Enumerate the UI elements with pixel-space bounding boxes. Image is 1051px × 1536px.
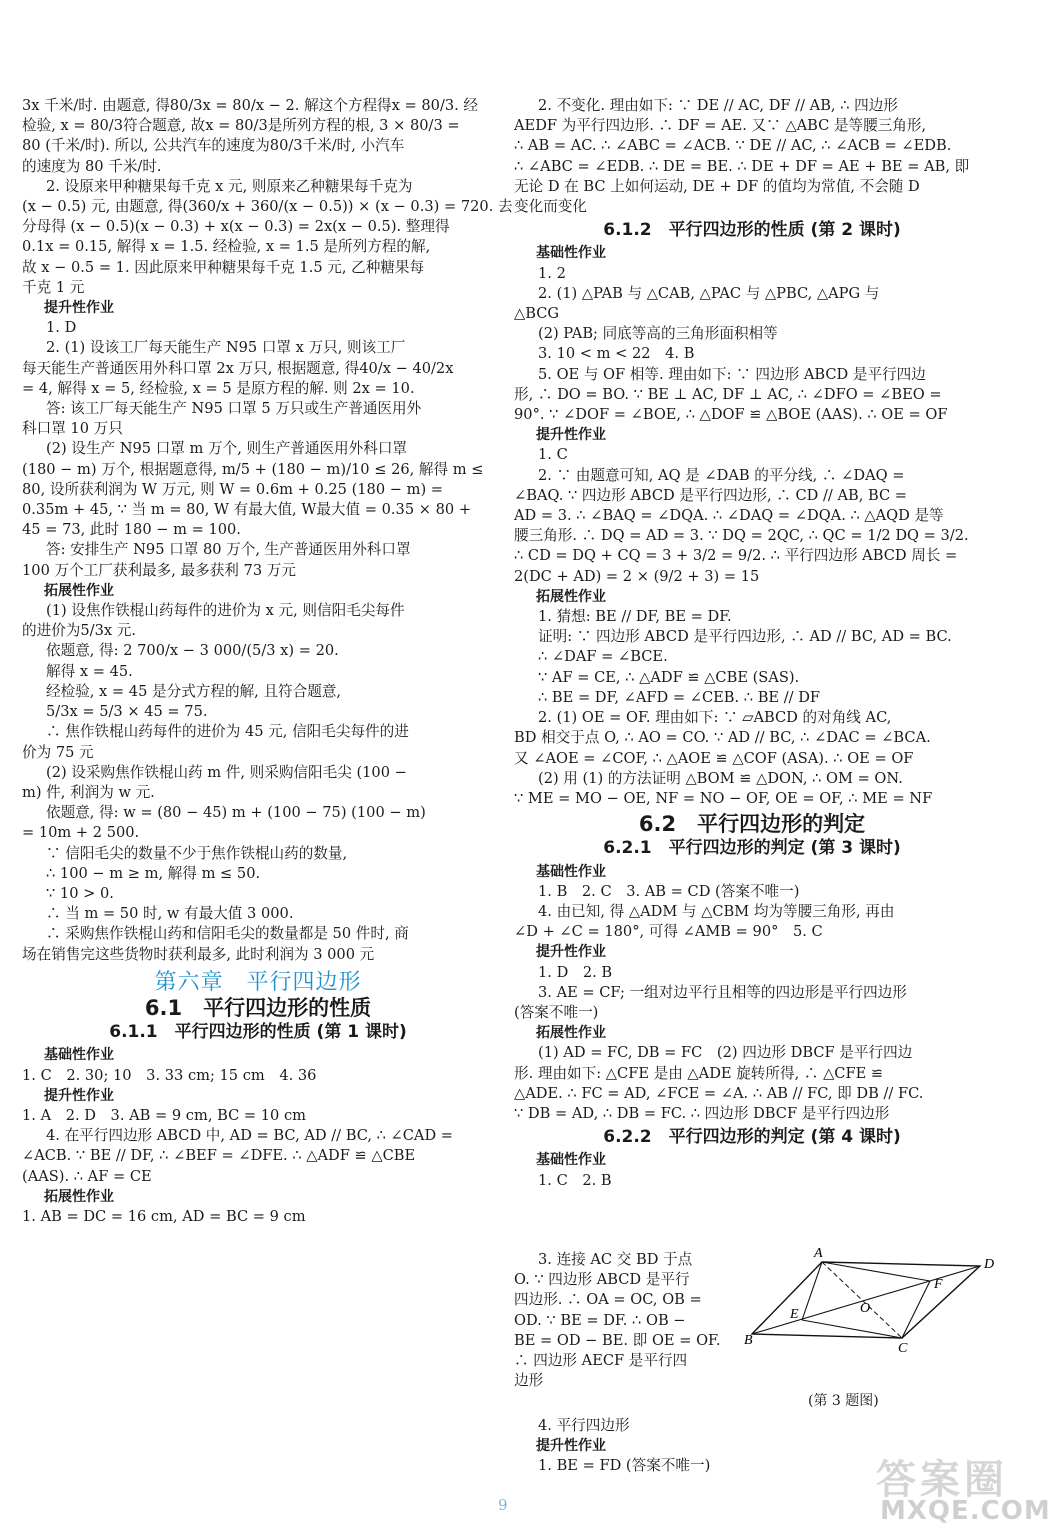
section-label: 拓展性作业 <box>44 1188 114 1205</box>
answer-line: (答案不唯一) <box>514 1003 599 1021</box>
answer-line: ∴ 四边形 AECF 是平行四 <box>514 1352 688 1370</box>
answer-line: 2(DC + AD) = 2 × (9/2 + 3) = 15 <box>514 567 760 585</box>
answer-line: AEDF 为平行四边形. ∴ DF = AE. 又∵ △ABC 是等腰三角形, <box>514 117 927 135</box>
section-label: 提升性作业 <box>44 300 114 317</box>
answer-line: 腰三角形. ∴ DQ = AD = 3. ∵ DQ = 2QC, ∴ QC = 1/2 DQ = 3/2. <box>514 527 969 545</box>
answer-line: (2) 设采购焦作铁棍山药 m 件, 则采购信阳毛尖 (100 − <box>46 763 407 781</box>
right-column <box>514 96 990 1191</box>
section-label: 拓展性作业 <box>44 582 114 599</box>
answer-line: 四边形. ∴ OA = OC, OB = <box>514 1291 702 1309</box>
label-o: O <box>860 1301 871 1316</box>
section-label: 提升性作业 <box>536 944 606 961</box>
answer-line: 边形 <box>514 1372 544 1390</box>
answer-line: 3. 10 < m < 22 4. B <box>538 345 695 363</box>
answer-line: 2. (1) OE = OF. 理由如下: ∵ ▱ABCD 的对角线 AC, <box>538 709 892 727</box>
answer-line: 1. D 2. B <box>538 963 613 981</box>
answer-line: 5. OE 与 OF 相等. 理由如下: ∵ 四边形 ABCD 是平行四边 <box>538 365 926 383</box>
section-heading: 6.1.2 平行四边形的性质 (第 2 课时) <box>603 220 901 241</box>
answer-line: (1) 设焦作铁棍山药每件的进价为 x 元, 则信阳毛尖每件 <box>46 602 405 620</box>
answer-line: 答: 安排生产 N95 口罩 80 万个, 生产普通医用外科口罩 <box>46 541 411 559</box>
section-heading: 6.2.1 平行四边形的判定 (第 3 课时) <box>603 838 901 859</box>
answer-line: ∵ ME = MO − OE, NF = NO − OF, OE = OF, ∴ ME = NF <box>514 789 933 807</box>
answer-line: 解得 x = 45. <box>46 662 133 680</box>
section-label: 提升性作业 <box>536 1438 606 1455</box>
answer-line: (2) PAB; 同底等高的三角形面积相等 <box>538 325 778 343</box>
answer-line: AD = 3. ∴ ∠BAQ = ∠DQA. ∴ ∠DAQ = ∠DQA. ∴ △AQD 是等 <box>514 507 944 525</box>
page-number: 9 <box>498 1496 508 1514</box>
answer-line: = 4, 解得 x = 5, 经检验, x = 5 是原方程的解. 则 2x = 10. <box>22 379 415 397</box>
answer-line: O. ∵ 四边形 ABCD 是平行 <box>514 1271 690 1289</box>
section-label: 拓展性作业 <box>536 588 606 605</box>
answer-line: 千克 1 元 <box>22 278 85 296</box>
answer-line: 80 (千米/时). 所以, 公共汽车的速度为80/3千米/时, 小汽车 <box>22 137 405 155</box>
answer-line: 1. 2 <box>538 264 566 282</box>
answer-line: 2. ∵ 由题意可知, AQ 是 ∠DAB 的平分线, ∴ ∠DAQ = <box>538 466 905 484</box>
answer-line: ∴ 焦作铁棍山药每件的进价为 45 元, 信阳毛尖每件的进 <box>46 723 409 741</box>
answer-line: 的进价为5/3x 元. <box>22 622 136 640</box>
section-label: 提升性作业 <box>536 427 606 444</box>
section-heading: 6.1 平行四边形的性质 <box>144 995 372 1020</box>
answer-line: 1. C 2. B <box>538 1171 612 1189</box>
answer-line: 80, 设所获利润为 W 万元, 则 W = 0.6m + 0.25 (180 − m) = <box>22 480 444 498</box>
answer-line: 100 万个工厂获利最多, 最多获利 73 万元 <box>22 561 296 579</box>
section-label: 基础性作业 <box>536 245 606 262</box>
answer-line: 5/3x = 5/3 × 45 = 75. <box>46 703 208 721</box>
answer-line: 2. 设原来甲种糖果每千克 x 元, 则原来乙种糖果每千克为 <box>46 177 413 195</box>
answer-line: ∴ 采购焦作铁棍山药和信阳毛尖的数量都是 50 件时, 商 <box>46 925 409 943</box>
answer-line: ∴ AB = AC. ∴ ∠ABC = ∠ACB. ∵ DE // AC, ∴ ∠ACB = ∠EDB. <box>514 137 952 155</box>
answer-line: ∠BAQ. ∵ 四边形 ABCD 是平行四边形, ∴ CD // AB, BC = <box>514 486 908 504</box>
answer-line: 每天能生产普通医用外科口罩 2x 万只, 根据题意, 得40/x − 40/2x <box>22 359 454 377</box>
watermark-site: MXQE.COM <box>880 1496 1051 1526</box>
answer-line: 1. 猜想: BE // DF, BE = DF. <box>538 608 732 626</box>
answer-line: 45 = 73, 此时 180 − m = 100. <box>22 521 241 539</box>
answer-line: 证明: ∵ 四边形 ABCD 是平行四边形, ∴ AD // BC, AD = BC. <box>538 628 952 646</box>
section-heading: 6.1.1 平行四边形的性质 (第 1 课时) <box>109 1022 407 1043</box>
answer-line: 检验, x = 80/3符合题意, 故x = 80/3是所列方程的根, 3 × 80/3 = <box>22 117 460 135</box>
section-label: 基础性作业 <box>536 863 606 880</box>
answer-line: 1. A 2. D 3. AB = 9 cm, BC = 10 cm <box>22 1106 306 1124</box>
answer-line: ∵ 10 > 0. <box>46 884 114 902</box>
answer-line: 1. AB = DC = 16 cm, AD = BC = 9 cm <box>22 1207 306 1225</box>
answer-line: 价为 75 元 <box>22 743 94 761</box>
answer-line: 形. 理由如下: △CFE 是由 △ADE 旋转所得, ∴ △CFE ≌ <box>514 1064 884 1082</box>
answer-line: ∴ ∠DAF = ∠BCE. <box>538 648 668 666</box>
answer-line: 场在销售完这些货物时获利最多, 此时利润为 3 000 元 <box>22 945 375 963</box>
label-a: A <box>814 1246 823 1261</box>
answer-line: OD. ∵ BE = DF. ∴ OB − <box>514 1311 686 1329</box>
answer-line: (2) 用 (1) 的方法证明 △BOM ≌ △DON, ∴ OM = ON. <box>538 769 903 787</box>
answer-line: 经检验, x = 45 是分式方程的解, 且符合题意, <box>46 682 342 700</box>
answer-line: 2. (1) 设该工厂每天能生产 N95 口罩 x 万只, 则该工厂 <box>46 339 406 357</box>
answer-line: BE = OD − BE. 即 OE = OF. <box>514 1331 721 1349</box>
answer-line: 4. 在平行四边形 ABCD 中, AD = BC, AD // BC, ∴ ∠CAD = <box>46 1127 454 1145</box>
answer-line: ∴ CD = DQ + CQ = 3 + 3/2 = 9/2. ∴ 平行四边形 ABCD 周长 = <box>514 547 958 565</box>
answer-line: (2) 设生产 N95 口罩 m 万个, 则生产普通医用外科口罩 <box>46 440 408 458</box>
label-e: E <box>790 1307 799 1322</box>
answer-line: △ADE. ∴ FC = AD, ∠FCE = ∠A. ∴ AB // FC, 即 DB // FC. <box>514 1084 924 1102</box>
answer-line: 0.1x = 0.15, 解得 x = 1.5. 经检验, x = 1.5 是所列方程的解, <box>22 238 431 256</box>
answer-line: 3x 千米/时. 由题意, 得80/3x = 80/x − 2. 解这个方程得x = 80/3. 经 <box>22 97 479 114</box>
answer-line: ∵ 信阳毛尖的数量不少于焦作铁棍山药的数量, <box>46 844 348 862</box>
answer-line: 故 x − 0.5 = 1. 因此原来甲种糖果每千克 1.5 元, 乙种糖果每 <box>22 258 425 276</box>
section-label: 提升性作业 <box>44 1087 114 1104</box>
section-heading: 6.2 平行四边形的判定 <box>638 812 866 837</box>
answer-line: 依题意, 得: w = (80 − 45) m + (100 − 75) (100 − m) <box>46 804 426 822</box>
section-heading: 第六章 平行四边形 <box>154 969 362 995</box>
answer-line: m) 件, 利润为 w 元. <box>22 783 155 801</box>
answer-line: 2. (1) △PAB 与 △CAB, △PAC 与 △PBC, △APG 与 <box>538 284 880 302</box>
answer-line: 变化而变化 <box>514 198 587 216</box>
answer-line: 90°. ∵ ∠DOF = ∠BOE, ∴ △DOF ≌ △BOE (AAS). ∴ OE = OF <box>514 406 948 424</box>
answer-line: 1. D <box>46 319 77 337</box>
answer-line: 分母得 (x − 0.5)(x − 0.3) + x(x − 0.3) = 2x(x − 0.5). 整理得 <box>22 218 450 236</box>
parallelogram-figure <box>744 1244 1002 1389</box>
answer-line: ∵ DB = AD, ∴ DB = FC. ∴ 四边形 DBCF 是平行四边形 <box>514 1104 890 1122</box>
answer-line: 1. C 2. 30; 10 3. 33 cm; 15 cm 4. 36 <box>22 1066 317 1084</box>
answer-line: 4. 由已知, 得 △ADM 与 △CBM 均为等腰三角形, 再由 <box>538 902 895 920</box>
section-label: 基础性作业 <box>44 1047 114 1064</box>
answer-line: (x − 0.5) 元, 由题意, 得(360/x + 360/(x − 0.5)) × (x − 0.3) = 720. 去 <box>22 198 513 216</box>
label-f: F <box>934 1277 943 1292</box>
answer-line: 答: 该工厂每天能生产 N95 口罩 5 万只或生产普通医用外 <box>46 400 422 418</box>
left-column <box>22 96 513 1227</box>
answer-line: 1. C <box>538 446 568 464</box>
answer-line: 3. AE = CF; 一组对边平行且相等的四边形是平行四边形 <box>538 983 907 1001</box>
label-d: D <box>984 1257 995 1272</box>
answer-line: ∵ AF = CE, ∴ △ADF ≌ △CBE (SAS). <box>538 668 800 686</box>
answer-line: 0.35m + 45, ∵ 当 m = 80, W 有最大值, W最大值 = 0.35 × 80 + <box>22 501 472 519</box>
answer-line: 科口罩 10 万只 <box>22 420 123 438</box>
answer-line: 4. 平行四边形 <box>538 1417 630 1434</box>
answer-line: 依题意, 得: 2 700/x − 3 000/(5/3 x) = 20. <box>46 642 339 660</box>
section-label: 基础性作业 <box>536 1152 606 1169</box>
answer-line: 又 ∠AOE = ∠COF, ∴ △AOE ≌ △COF (ASA). ∴ OE = OF <box>514 749 914 767</box>
answer-line: BD 相交于点 O, ∴ AO = CO. ∵ AD // BC, ∴ ∠DAC = ∠BCA. <box>514 729 931 747</box>
answer-line: (1) AD = FC, DB = FC (2) 四边形 DBCF 是平行四边 <box>538 1044 913 1062</box>
watermark <box>866 1448 1051 1528</box>
answer-line: ∴ ∠ABC = ∠EDB. ∴ DE = BE. ∴ DE + DF = AE + BE = AB, 即 <box>514 157 970 175</box>
section-heading: 6.2.2 平行四边形的判定 (第 4 课时) <box>603 1127 901 1148</box>
answer-line: ∠ACB. ∵ BE // DF, ∴ ∠BEF = ∠DFE. ∴ △ADF ≌ △CBE <box>22 1147 416 1165</box>
answer-line: 3. 连接 AC 交 BD 于点 <box>538 1251 693 1268</box>
answer-line: = 10m + 2 500. <box>22 824 140 842</box>
answer-line: 无论 D 在 BC 上如何运动, DE + DF 的值均为常值, 不会随 D <box>514 177 920 195</box>
answer-line: ∴ 当 m = 50 时, w 有最大值 3 000. <box>46 905 294 923</box>
answer-line: (AAS). ∴ AF = CE <box>22 1167 152 1185</box>
watermark-logo: 答案圈 <box>876 1457 1008 1503</box>
label-c: C <box>898 1341 908 1356</box>
answer-line: ∠D + ∠C = 180°, 可得 ∠AMB = 90° 5. C <box>514 923 823 941</box>
answer-line: (180 − m) 万个, 根据题意得, m/5 + (180 − m)/10 ≤ 26, 解得 m ≤ <box>22 460 484 478</box>
answer-line: 1. BE = FD (答案不唯一) <box>538 1457 711 1475</box>
label-b: B <box>744 1333 753 1348</box>
answer-line: ∴ BE = DF, ∠AFD = ∠CEB. ∴ BE // DF <box>538 688 821 706</box>
answer-line: 的速度为 80 千米/时. <box>22 157 162 175</box>
answer-line: 1. B 2. C 3. AB = CD (答案不唯一) <box>538 882 800 900</box>
answer-line: ∴ 100 − m ≥ m, 解得 m ≤ 50. <box>46 864 261 882</box>
figure-side-text <box>514 1250 749 1391</box>
answer-line: 形, ∴ DO = BO. ∵ BE ⊥ AC, DF ⊥ AC, ∴ ∠DFO = ∠BEO = <box>514 385 942 403</box>
answer-line: △BCG <box>514 305 560 323</box>
figure-caption: (第 3 题图) <box>808 1393 879 1409</box>
section-label: 拓展性作业 <box>536 1025 606 1042</box>
answer-line: 2. 不变化. 理由如下: ∵ DE // AC, DF // AB, ∴ 四边形 <box>538 97 898 114</box>
